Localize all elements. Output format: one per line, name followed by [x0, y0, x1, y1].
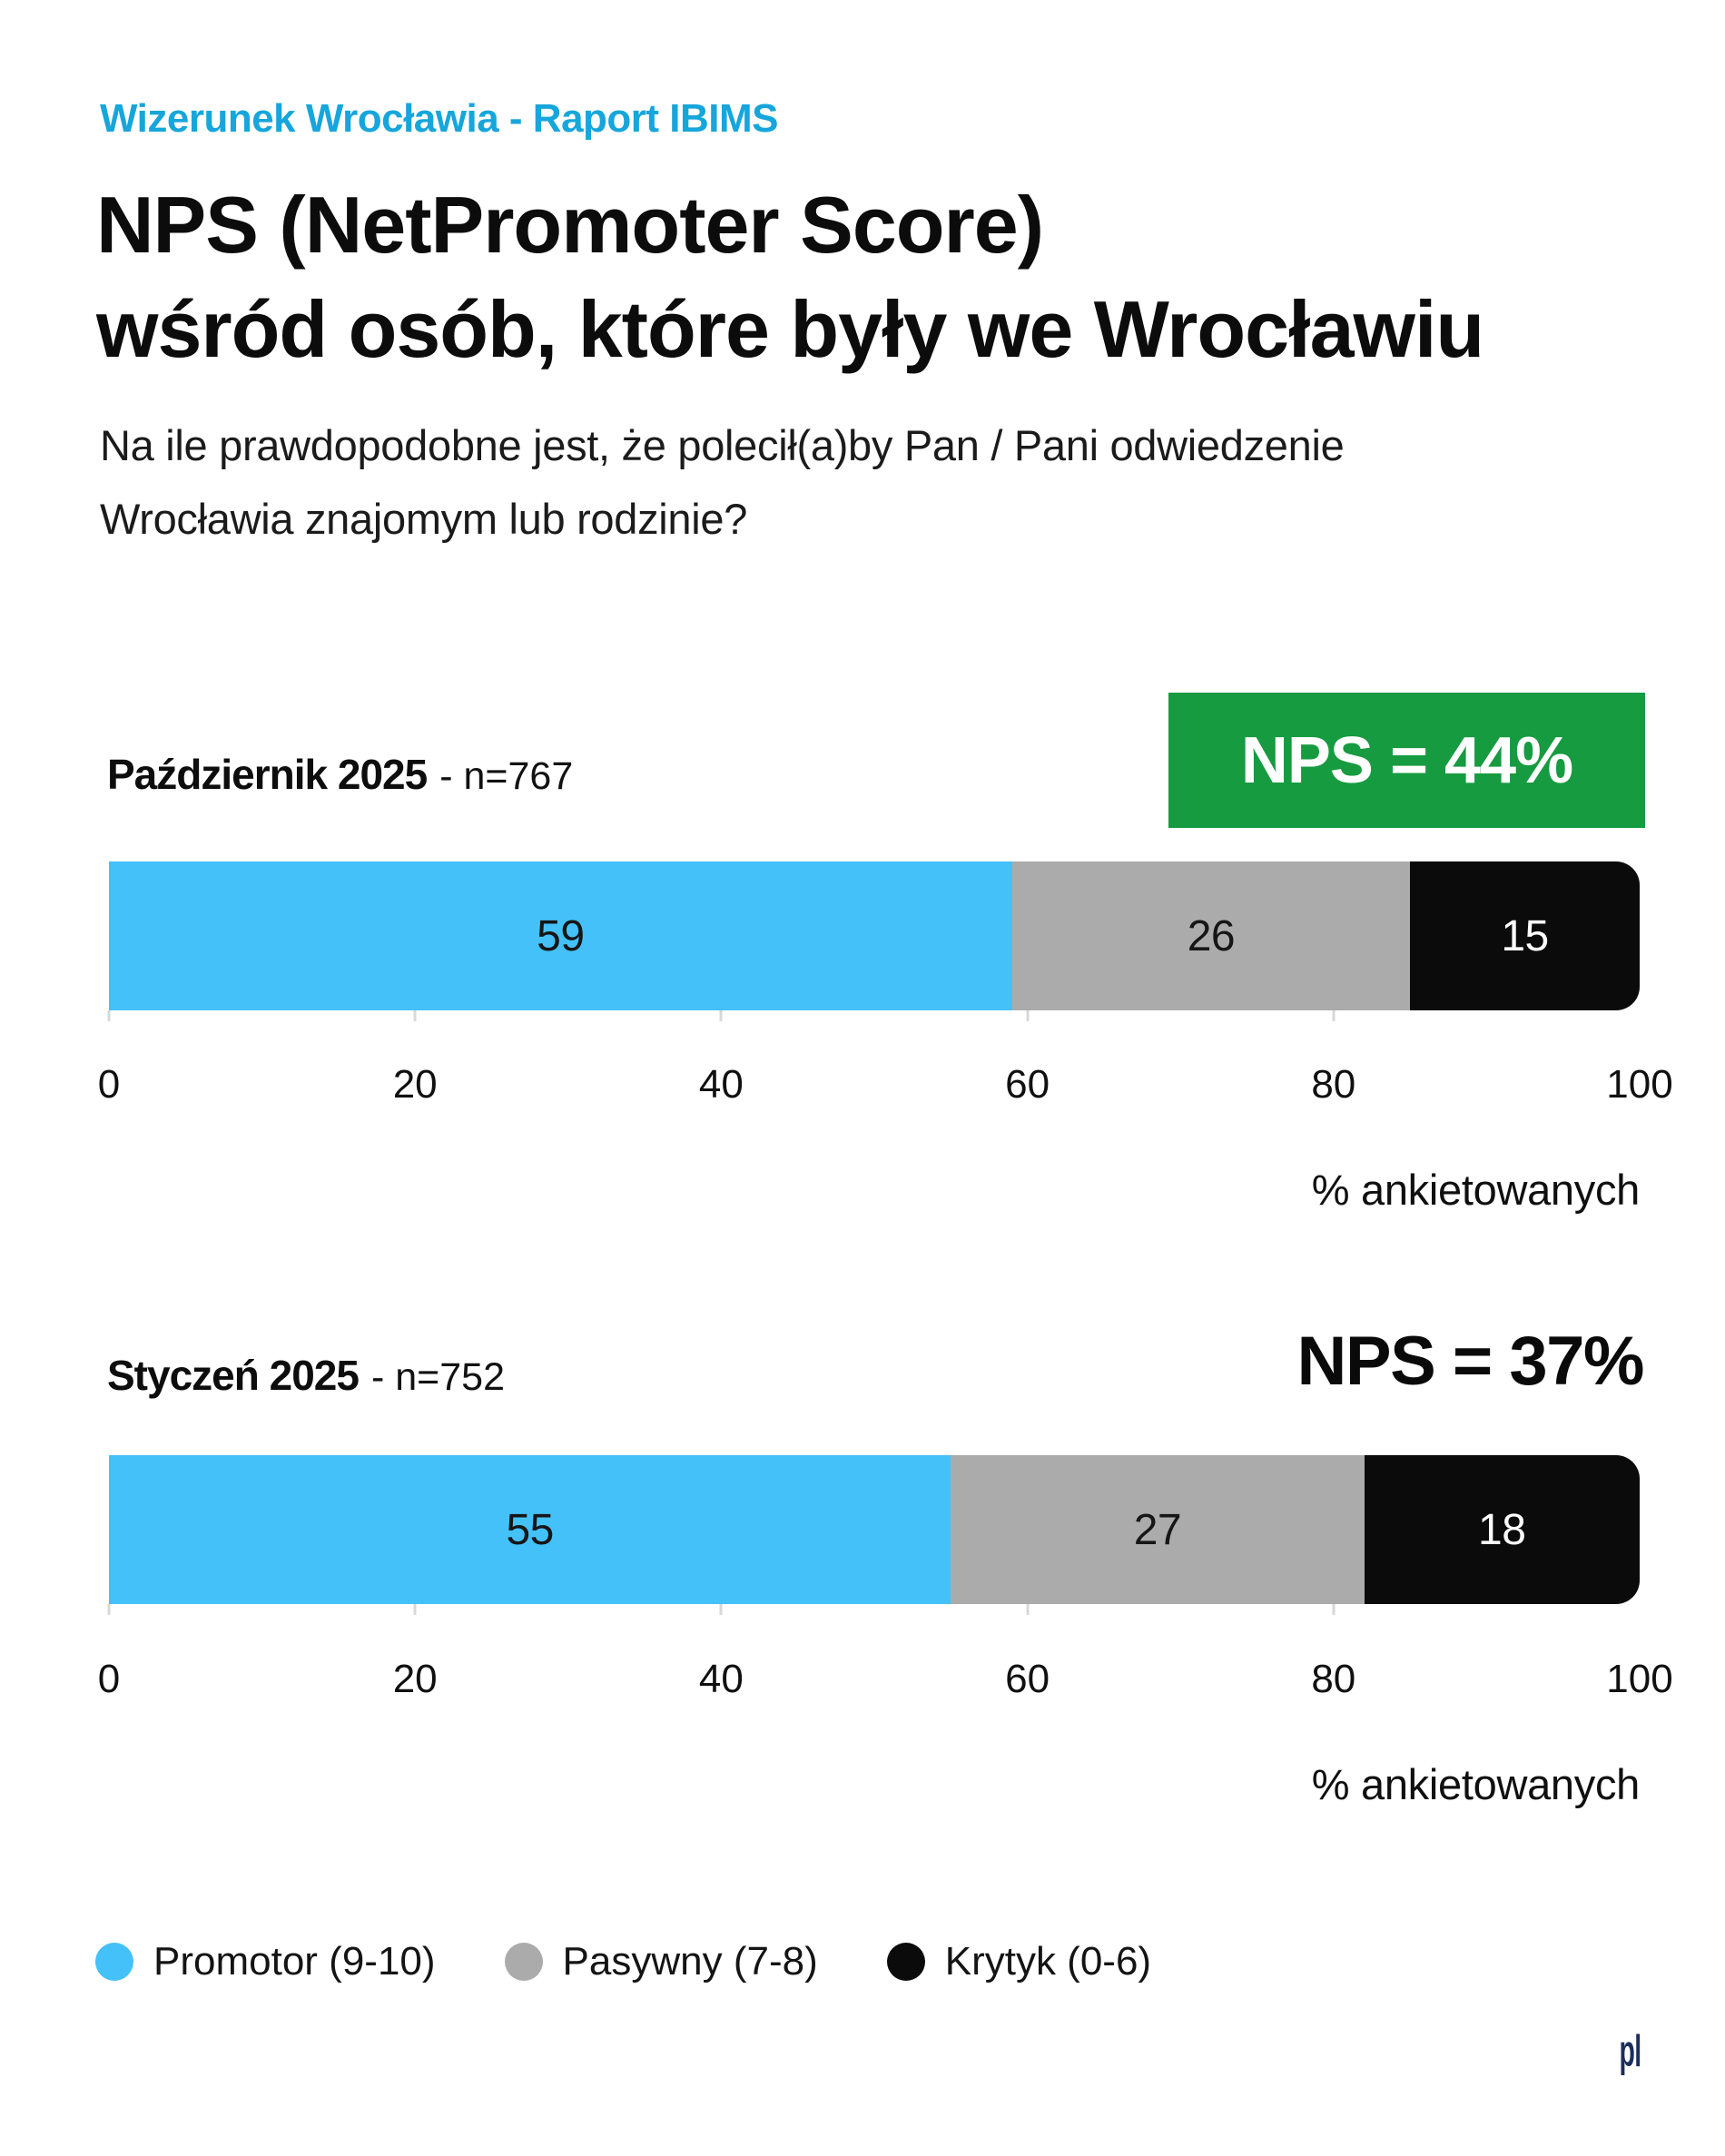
chart-october-title — [107, 750, 573, 799]
segment-value-label: 26 — [1187, 911, 1236, 960]
legend-label-pasywny: Pasywny (7-8) — [562, 1939, 818, 1984]
chart-january-title — [107, 1351, 505, 1400]
axis-ticks-october — [109, 1010, 1640, 1021]
axis-tick-mark — [108, 1604, 111, 1615]
axis-tick-label: 40 — [698, 1657, 744, 1701]
pl-logo: pl — [1619, 2027, 1641, 2076]
axis-tick-label: 20 — [392, 1062, 438, 1107]
krytyk-swatch-icon — [887, 1943, 925, 1981]
survey-question — [100, 409, 1344, 556]
axis-tick-mark — [1026, 1604, 1029, 1615]
x-axis-january — [97, 1657, 1673, 1702]
x-axis-label-january: % ankietowanych — [1311, 1760, 1640, 1808]
page-title-line-1: NPS (NetPromoter Score) — [96, 180, 1044, 270]
bar-segment-promotor-october — [109, 861, 1012, 1010]
report-kicker: Wizerunek Wrocławia - Raport IBIMS — [100, 96, 779, 141]
bar-segment-krytyk-january — [1365, 1455, 1640, 1604]
axis-tick-mark — [108, 1010, 111, 1021]
axis-tick-label: 80 — [1311, 1657, 1356, 1701]
axis-tick-label: 60 — [1005, 1062, 1050, 1107]
x-axis-october — [97, 1062, 1673, 1108]
bar-segment-krytyk-october — [1410, 861, 1640, 1010]
bar-segment-pasywny-october — [1012, 861, 1410, 1010]
legend-item-promotor — [95, 1939, 436, 1984]
bar-segment-promotor-january — [109, 1455, 951, 1604]
segment-value-label: 59 — [537, 911, 585, 960]
axis-tick-mark — [414, 1010, 417, 1021]
pasywny-swatch-icon — [505, 1943, 543, 1981]
axis-tick-label: 0 — [97, 1062, 121, 1107]
axis-tick-label: 80 — [1311, 1062, 1356, 1107]
chart-january-sample-size: - n=752 — [370, 1355, 506, 1399]
axis-tick-label: 60 — [1005, 1657, 1050, 1701]
chart-october-period: Październik 2025 — [107, 751, 428, 798]
nps-value-january: NPS = 37% — [1296, 1323, 1643, 1400]
axis-ticks-january — [109, 1604, 1640, 1615]
legend-item-pasywny — [505, 1939, 818, 1984]
page-title — [96, 172, 1484, 381]
survey-question-line-1: Na ile prawdopodobne jest, że polecił(a)by Pan / Pani odwiedzenie — [100, 421, 1345, 469]
axis-tick-label: 100 — [1606, 1062, 1673, 1107]
axis-tick-mark — [720, 1010, 723, 1021]
axis-tick-mark — [414, 1604, 417, 1615]
promotor-swatch-icon — [95, 1943, 133, 1981]
segment-value-label: 18 — [1478, 1505, 1526, 1554]
chart-january-period: Styczeń 2025 — [107, 1352, 359, 1399]
x-axis-label-october: % ankietowanych — [1311, 1166, 1640, 1214]
axis-tick-mark — [1026, 1010, 1029, 1021]
survey-question-line-2: Wrocławia znajomym lub rodzinie? — [100, 495, 748, 543]
stacked-bar-october — [109, 861, 1640, 1010]
axis-tick-mark — [1332, 1010, 1335, 1021]
axis-tick-mark — [720, 1604, 723, 1615]
bar-segment-pasywny-january — [951, 1455, 1364, 1604]
axis-tick-label: 0 — [97, 1657, 121, 1701]
chart-october-sample-size: - n=767 — [439, 754, 574, 798]
segment-value-label: 27 — [1133, 1505, 1182, 1554]
segment-value-label: 55 — [506, 1505, 554, 1554]
axis-tick-label: 100 — [1606, 1657, 1673, 1701]
axis-tick-label: 40 — [698, 1062, 744, 1107]
page-title-line-2: wśród osób, które były we Wrocławiu — [96, 284, 1484, 374]
stacked-bar-january — [109, 1455, 1640, 1604]
legend-item-krytyk — [887, 1939, 1151, 1984]
axis-tick-label: 20 — [392, 1657, 438, 1701]
legend-label-krytyk: Krytyk (0-6) — [944, 1939, 1152, 1984]
axis-tick-mark — [1332, 1604, 1335, 1615]
legend-label-promotor: Promotor (9-10) — [153, 1939, 436, 1984]
chart-legend — [95, 1939, 1220, 1984]
nps-badge-october: NPS = 44% — [1168, 693, 1645, 828]
segment-value-label: 15 — [1501, 911, 1549, 960]
